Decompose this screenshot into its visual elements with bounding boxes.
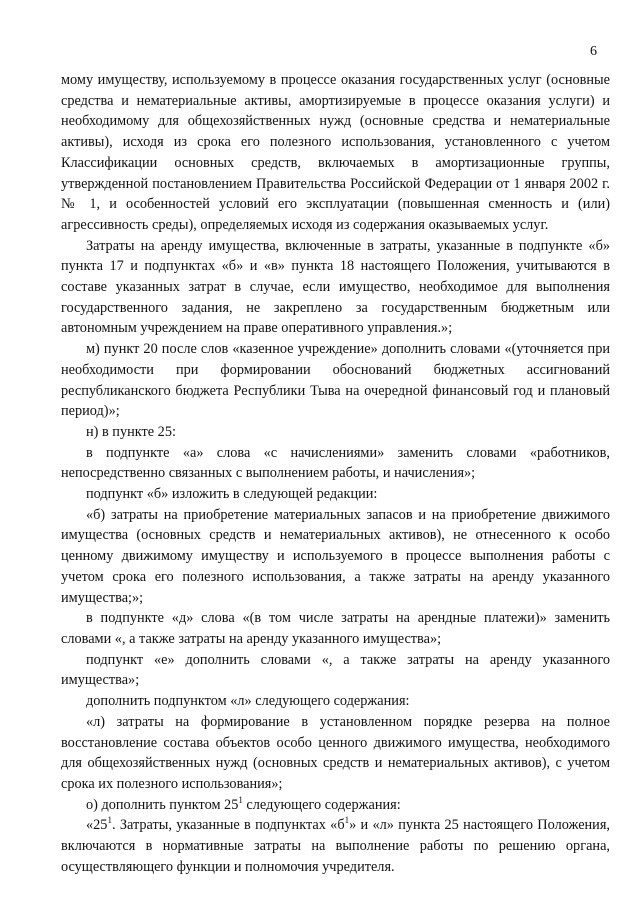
text-run: о) дополнить пунктом 25 <box>86 796 239 813</box>
paragraph-p2 <box>61 236 610 340</box>
document-body <box>61 70 610 877</box>
superscript: 1 <box>344 815 350 826</box>
text-run: в подпункте «д» слова «(в том числе затраты на арендные платежи)» заменить словами «, а также затраты на аренду указанного имущества»; <box>61 610 610 647</box>
text-run: следующего содержания: <box>242 796 401 813</box>
paragraph-p5 <box>61 443 610 484</box>
paragraph-p9 <box>61 650 610 691</box>
superscript: 1 <box>238 794 243 805</box>
paragraph-p1 <box>61 70 610 236</box>
text-run: «25 <box>86 817 108 834</box>
paragraph-p3 <box>61 339 610 422</box>
paragraph-p12 <box>61 795 610 816</box>
text-run: н) в пункте 25: <box>86 423 176 440</box>
text-run: в подпункте «а» слова «с начислениями» заменить словами «работников, непосредственно связанных с выполнением работы, и начисления»; <box>61 444 610 482</box>
text-run: м) пункт 20 после слов «казенное учреждение» дополнить словами «(уточняется при необходимости при формировании обоснований бюджетных ассигнований республиканского бюджета Республики Тыва на очередной финансовый год и плановый период)»; <box>61 341 610 420</box>
text-run: . Затраты, указанные в подпунктах «б <box>111 817 345 834</box>
text-run: мому имуществу, используемому в процессе оказания государственных услуг (основные средства и нематериальные активы, амортизируемые в процессе оказания услуги) и необходимому для общехозяйственных нужд (основные средства и нематериальные активы), исходя из срока его полезного использования, установленного с учетом Классификации основных средств, включаемых в амортизационные группы, утвержденной постановлением Правительства Российской Федерации от 1 января 2002 г. № 1, и особенностей условий его эксплуатации (повышенная сменность и (или) агрессивность среды), определяемых исходя из содержания оказываемых услуг. <box>61 72 610 233</box>
text-run: » и «л» пункта 25 настоящего Положения, включаются в нормативные затраты на выполнение работы по решению органа, осуществляющего функции и полномочия учредителя. <box>61 817 610 875</box>
paragraph-p4 <box>61 422 610 443</box>
text-run: подпункт «б» изложить в следующей редакции: <box>86 486 378 503</box>
paragraph-p10 <box>61 691 610 712</box>
paragraph-p11 <box>61 712 610 795</box>
text-run: «б) затраты на приобретение материальных запасов и на приобретение движимого имущества (основных средств и нематериальных активов), не отнесенного к особо ценному движимому имуществу и используемого в процессе выполнения работы с учетом срока его полезного использования, а также затраты на аренду указанного имущества;»; <box>61 506 610 606</box>
text-run: дополнить подпунктом «л» следующего содержания: <box>86 693 410 710</box>
paragraph-p7 <box>61 505 610 609</box>
text-run: «л) затраты на формирование в установленном порядке резерва на полное восстановление состава объектов особо ценного движимого имущества, необходимого для общехозяйственных нужд (основных средств и нематериальных активов), с учетом срока их полезного использования»; <box>61 713 610 792</box>
page-number: 6 <box>590 44 597 59</box>
paragraph-p8 <box>61 608 610 649</box>
paragraph-p6 <box>61 484 610 505</box>
paragraph-p13 <box>61 815 610 877</box>
text-run: Затраты на аренду имущества, включенные в затраты, указанные в подпункте «б» пункта 17 и подпунктах «б» и «в» пункта 18 настоящего Положения, учитываются в составе указанных затрат в случае, если имущество, необходимое для выполнения государственного задания, не закреплено за государственным бюджетным или автономным учреждением на праве оперативного управления.»; <box>61 237 610 337</box>
text-run: подпункт «е» дополнить словами «, а также затраты на аренду указанного имущества»; <box>61 651 610 689</box>
superscript: 1 <box>107 815 112 826</box>
